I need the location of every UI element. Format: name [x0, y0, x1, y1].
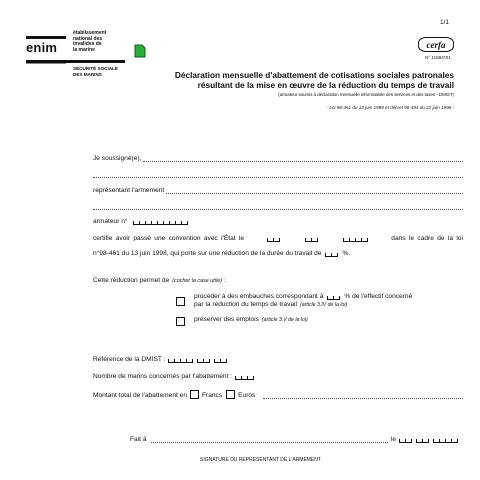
option-embauches-ref: (article 3.IV de la loi) [300, 302, 348, 308]
option-preserver-text: préserver des emplois [194, 316, 259, 323]
sub-org-line: DES MARINS [73, 71, 102, 77]
soussigne-field[interactable] [143, 155, 463, 162]
marins-label: Nombre de marins concernés par l'abattement : [93, 373, 233, 380]
representant-label: représentant l'armement [93, 187, 165, 194]
reduction-percent-boxes[interactable] [325, 251, 338, 257]
option-preserver-ref: (article 3.V de la loi) [261, 317, 308, 323]
fait-label: Fait à [130, 436, 147, 443]
title-subtitle: (armateur soumis à déclaration mensuelle informatisée des services et des taxes - DMIST) [278, 92, 454, 97]
option-preserver-checkbox[interactable] [176, 313, 185, 331]
option-embauches-checkbox[interactable] [176, 293, 185, 311]
armateur-number-boxes[interactable] [133, 219, 188, 225]
legal-reference: - Loi 98-461 du 13 juin 1998 et décret 98-494 du 22 juin 1998 - [326, 105, 454, 110]
certifie-text-2: n°98-461 du 13 juin 1998, qui porte sur une réduction de la durée du travail de [93, 250, 322, 257]
option-embauches-text-c: par la réduction du temps de travail [194, 301, 297, 308]
page-number: 1/1 [440, 19, 450, 26]
representant-field-2[interactable] [93, 203, 463, 210]
fait-row [130, 436, 460, 443]
soussigne-label: Je soussigné(e), [93, 155, 142, 162]
title-line-1: Déclaration mensuelle d'abattement de cotisations sociales patronales [174, 70, 454, 80]
fait-month-boxes[interactable] [416, 437, 429, 443]
soussigne-row [93, 155, 463, 162]
certifie-text-a: certifie avoir passé une convention avec l'État le [93, 235, 245, 242]
embauches-percent-boxes[interactable] [327, 294, 340, 300]
cerfa-number: N° 11594*01 [425, 55, 451, 60]
certifie-text-b: dans le cadre de la loi [391, 235, 463, 242]
option-embauches-row [194, 293, 412, 300]
org-name [73, 31, 106, 53]
francs-label: Francs [202, 392, 223, 399]
dmist-boxes-2[interactable] [197, 357, 210, 363]
representant-row-2 [93, 203, 463, 210]
cerfa-text: cerfa [426, 39, 446, 50]
euros-checkbox[interactable] [226, 390, 235, 399]
dmist-boxes-3[interactable] [214, 357, 227, 363]
convention-day-boxes[interactable] [267, 236, 280, 242]
dmist-label: Référence de la DMIST : [93, 356, 166, 363]
fait-day-boxes[interactable] [399, 437, 412, 443]
header-divider-grey [26, 63, 66, 64]
representant-field[interactable] [166, 187, 463, 194]
soussigne-field-2[interactable] [93, 171, 463, 178]
montant-field[interactable] [263, 392, 463, 399]
representant-row [93, 187, 463, 194]
dmist-boxes-1[interactable] [168, 357, 193, 363]
cerfa-logo [418, 37, 454, 52]
le-label: le [390, 436, 396, 443]
title-line-2: résultant de la mise en œuvre de la réduction du temps de travail [197, 80, 454, 90]
document-icon [134, 44, 146, 58]
enim-logo [26, 36, 66, 58]
option-embauches-text-a: procéder à des embauches correspondant à [194, 293, 324, 300]
marins-boxes[interactable] [235, 374, 254, 380]
euros-label: Euros [238, 392, 256, 399]
percent-sign: %. [342, 250, 351, 257]
org-line: la marine [73, 46, 95, 53]
sub-org-name [73, 66, 118, 77]
certifie-row [93, 235, 463, 242]
org-line: invalides de [73, 41, 102, 47]
org-line: national des [73, 35, 103, 42]
fait-year-boxes[interactable] [433, 437, 458, 443]
marins-row [93, 373, 256, 380]
signature-label: SIGNATURE DU REPRÉSENTANT DE L'ARMEMENT [200, 457, 321, 463]
option-embauches-row-2 [194, 301, 347, 308]
option-embauches-text-b: % de l'effectif concerné [344, 293, 413, 300]
form-title [175, 70, 454, 90]
option-preserver-row [194, 316, 308, 323]
logo-text: enim [26, 40, 58, 55]
convention-year-boxes[interactable] [343, 236, 368, 242]
logo-top-bar [26, 36, 66, 39]
reduction-colon: : [224, 277, 226, 284]
armateur-row [93, 218, 190, 225]
sub-org-line: SÉCURITÉ SOCIALE [73, 66, 118, 71]
convention-month-boxes[interactable] [305, 236, 318, 242]
francs-checkbox[interactable] [190, 390, 199, 399]
montant-row [93, 390, 463, 399]
certifie-row-2 [93, 250, 350, 257]
reduction-intro: Cette réduction permet de [93, 277, 170, 284]
soussigne-row-2 [93, 171, 463, 178]
reduction-intro-row [93, 277, 226, 284]
montant-label: Montant total de l'abattement en [93, 392, 187, 399]
armateur-label: armateur n° [93, 218, 128, 225]
fait-field[interactable] [151, 436, 388, 443]
dmist-row [93, 356, 229, 363]
org-line: établissement [73, 30, 107, 36]
reduction-hint: (cocher la case utile) [172, 278, 222, 284]
